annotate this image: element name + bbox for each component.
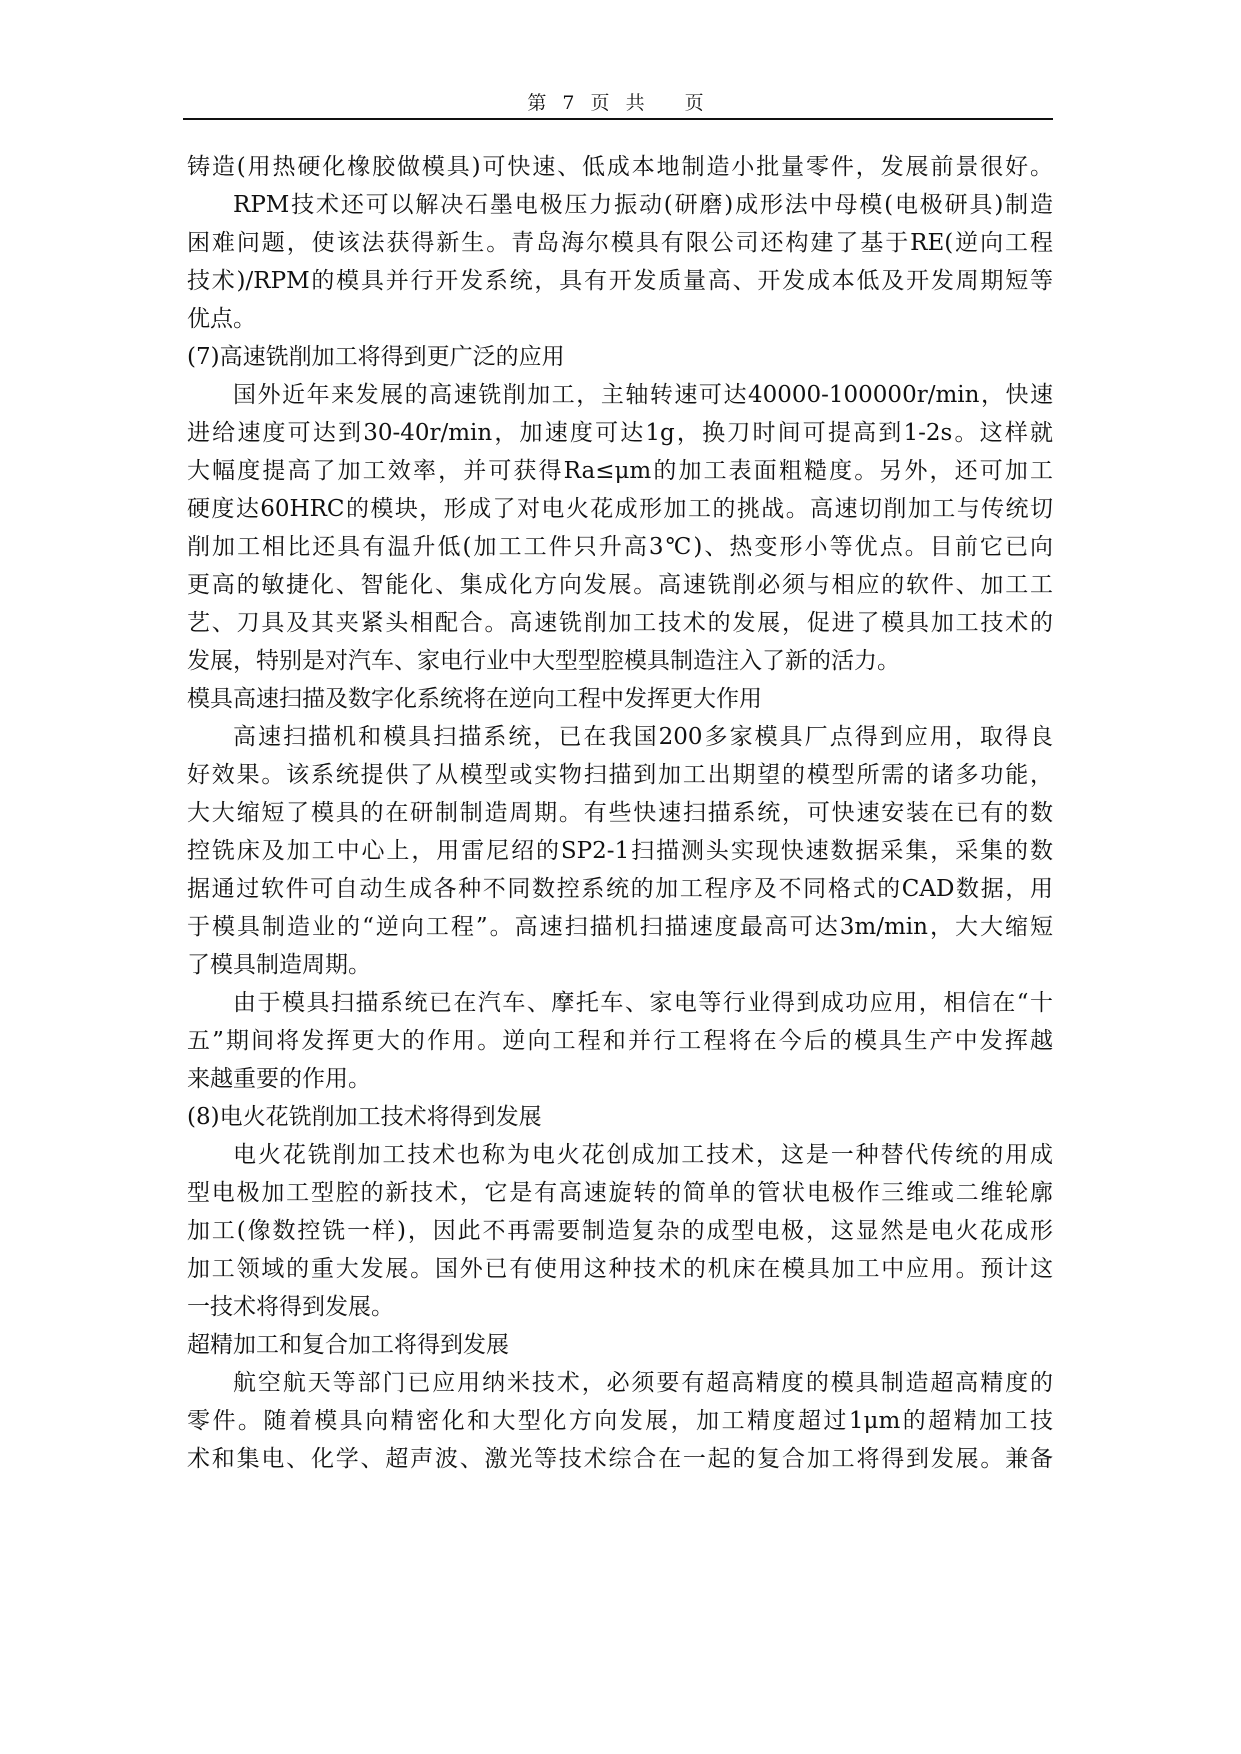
section-heading: 模具高速扫描及数字化系统将在逆向工程中发挥更大作用 xyxy=(187,686,762,712)
section-heading: (8)电火花铣削加工技术将得到发展 xyxy=(187,1104,542,1130)
body-text xyxy=(187,148,1053,1478)
text-line: 大大缩短了模具的在研制制造周期。有些快速扫描系统，可快速安装在已有的数 xyxy=(187,800,1053,826)
text-line: 型电极加工型腔的新技术，它是有高速旋转的简单的管状电极作三维或二维轮廓 xyxy=(187,1180,1053,1206)
paragraph-line: 由于模具扫描系统已在汽车、摩托车、家电等行业得到成功应用，相信在“十 xyxy=(233,990,1053,1016)
paragraph-line: 高速扫描机和模具扫描系统，已在我国200多家模具厂点得到应用，取得良 xyxy=(233,724,1053,750)
text-line: 艺、刀具及其夹紧头相配合。高速铣削加工技术的发展，促进了模具加工技术的 xyxy=(187,610,1053,636)
paragraph-line: 国外近年来发展的高速铣削加工，主轴转速可达40000-100000r/min，快速 xyxy=(233,382,1053,408)
text-line: 进给速度可达到30-40r/min，加速度可达1g，换刀时间可提高到1-2s。这样就 xyxy=(187,420,1053,446)
page-header: 第 7 页 共 页 xyxy=(527,92,709,114)
text-line: 加工领域的重大发展。国外已有使用这种技术的机床在模具加工中应用。预计这 xyxy=(187,1256,1053,1282)
header-divider xyxy=(183,118,1053,120)
text-line: 五”期间将发挥更大的作用。逆向工程和并行工程将在今后的模具生产中发挥越 xyxy=(187,1028,1053,1054)
paragraph-line: RPM技术还可以解决石墨电极压力振动(研磨)成形法中母模(电极研具)制造 xyxy=(233,192,1053,218)
text-line: 更高的敏捷化、智能化、集成化方向发展。高速铣削必须与相应的软件、加工工 xyxy=(187,572,1053,598)
text-line: 据通过软件可自动生成各种不同数控系统的加工程序及不同格式的CAD数据，用 xyxy=(187,876,1053,902)
text-line: 困难问题，使该法获得新生。青岛海尔模具有限公司还构建了基于RE(逆向工程 xyxy=(187,230,1053,256)
text-line: 来越重要的作用。 xyxy=(187,1066,371,1092)
text-line: 发展，特别是对汽车、家电行业中大型型腔模具制造注入了新的活力。 xyxy=(187,648,900,674)
text-line: 优点。 xyxy=(187,306,256,332)
text-line: 削加工相比还具有温升低(加工工件只升高3℃)、热变形小等优点。目前它已向 xyxy=(187,534,1053,560)
text-line: 控铣床及加工中心上，用雷尼绍的SP2-1扫描测头实现快速数据采集，采集的数 xyxy=(187,838,1053,864)
text-line: 了模具制造周期。 xyxy=(187,952,371,978)
text-line: 零件。随着模具向精密化和大型化方向发展，加工精度超过1μm的超精加工技 xyxy=(187,1408,1053,1434)
text-line: 于模具制造业的“逆向工程”。高速扫描机扫描速度最高可达3m/min，大大缩短 xyxy=(187,914,1053,940)
section-heading: (7)高速铣削加工将得到更广泛的应用 xyxy=(187,344,565,370)
section-heading: 超精加工和复合加工将得到发展 xyxy=(187,1332,509,1358)
paragraph-line: 航空航天等部门已应用纳米技术，必须要有超高精度的模具制造超高精度的 xyxy=(233,1370,1053,1396)
text-line: 大幅度提高了加工效率，并可获得Ra≤μm的加工表面粗糙度。另外，还可加工 xyxy=(187,458,1053,484)
text-line: 术和集电、化学、超声波、激光等技术综合在一起的复合加工将得到发展。兼备 xyxy=(187,1446,1053,1472)
text-line: 铸造(用热硬化橡胶做模具)可快速、低成本地制造小批量零件，发展前景很好。 xyxy=(187,154,1053,180)
text-line: 一技术将得到发展。 xyxy=(187,1294,394,1320)
text-line: 加工(像数控铣一样)，因此不再需要制造复杂的成型电极，这显然是电火花成形 xyxy=(187,1218,1053,1244)
text-line: 硬度达60HRC的模块，形成了对电火花成形加工的挑战。高速切削加工与传统切 xyxy=(187,496,1053,522)
text-line: 技术)/RPM的模具并行开发系统，具有开发质量高、开发成本低及开发周期短等 xyxy=(187,268,1053,294)
text-line: 好效果。该系统提供了从模型或实物扫描到加工出期望的模型所需的诸多功能， xyxy=(187,762,1053,788)
paragraph-line: 电火花铣削加工技术也称为电火花创成加工技术，这是一种替代传统的用成 xyxy=(233,1142,1053,1168)
